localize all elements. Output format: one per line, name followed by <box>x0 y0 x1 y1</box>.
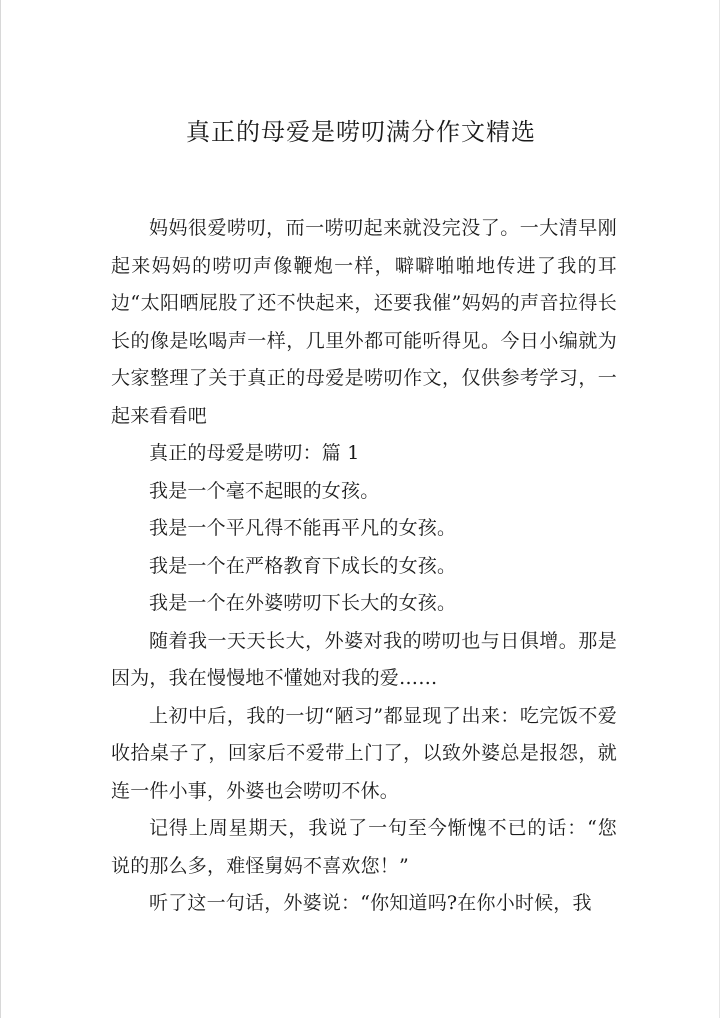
body-paragraph: 我是一个毫不起眼的女孩。 <box>149 479 380 502</box>
body-paragraph: 随着我一天天长大，外婆对我的唠叨也与日俱增。那是因为，我在慢慢地不懂她对我的爱…… <box>111 629 617 689</box>
document-title: 真正的母爱是唠叨满分作文精选 <box>186 118 536 146</box>
body-paragraph: 记得上周星期天，我说了一句至今惭愧不已的话：“您说的那么多，难怪舅妈不喜欢您！” <box>111 817 617 877</box>
document-body <box>111 210 617 923</box>
body-paragraph: 我是一个在严格教育下成长的女孩。 <box>149 554 457 577</box>
body-paragraph: 听了这一句话，外婆说：“你知道吗?在你小时候，我 <box>149 892 592 914</box>
intro-paragraph: 妈妈很爱唠叨，而一唠叨起来就没完没了。一大清早刚起来妈妈的唠叨声像鞭炮一样，噼噼啪啪地传进了我的耳边“太阳晒屁股了还不快起来，还要我催”妈妈的声音拉得长长的像是吆喝声一样，几里外都可能听得见。今日小编就为大家整理了关于真正的母爱是唠叨作文，仅供参考学习，一起来看看吧 <box>111 217 617 427</box>
body-paragraph: 我是一个平凡得不能再平凡的女孩。 <box>149 517 457 539</box>
section-heading: 真正的母爱是唠叨：篇 1 <box>149 442 360 464</box>
body-paragraph: 我是一个在外婆唠叨下长大的女孩。 <box>149 592 457 614</box>
body-paragraph: 上初中后，我的一切“陋习”都显现了出来：吃完饭不爱收拾桌子了，回家后不爱带上门了，以致外婆总是报怨，就连一件小事，外婆也会唠叨不休。 <box>111 704 617 802</box>
